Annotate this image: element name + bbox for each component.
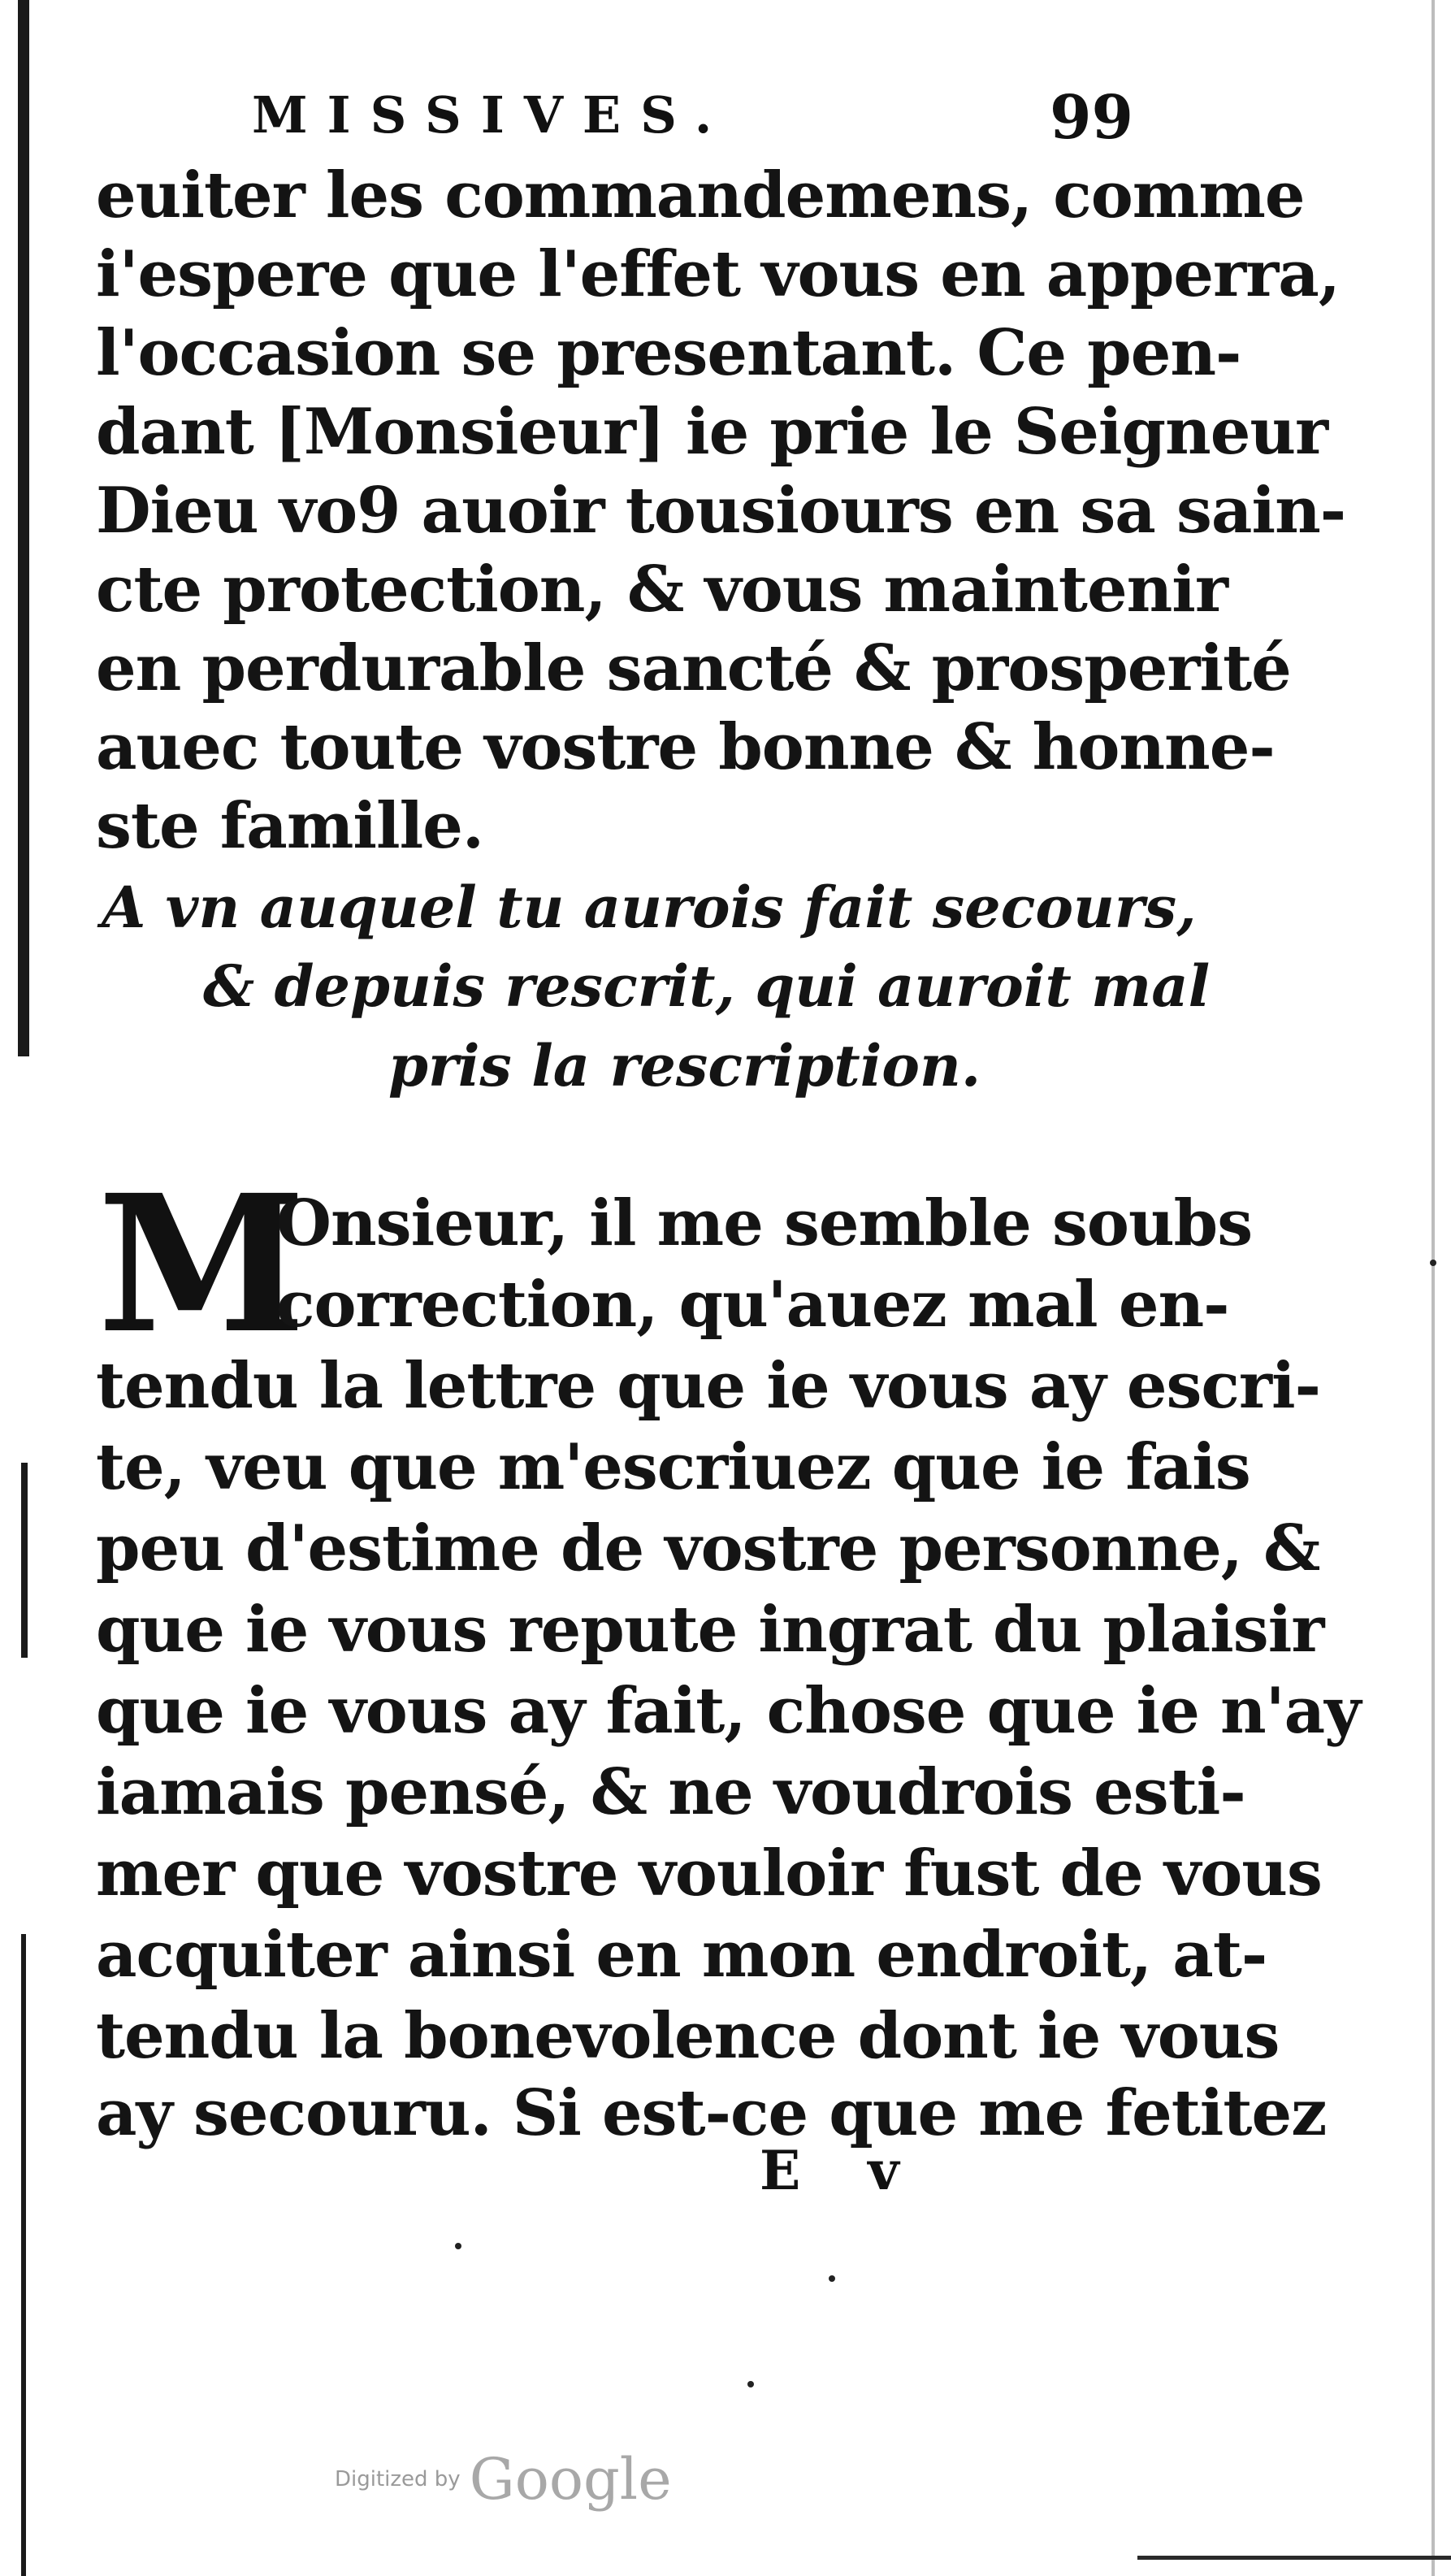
- text-line: tendu la bonevolence dont ie vous: [96, 1999, 1280, 2073]
- scan-bottom-edge: [1137, 2556, 1451, 2560]
- drop-cap: M: [97, 1153, 306, 1375]
- text-line: Onsieur, il me semble soubs: [276, 1186, 1253, 1260]
- text-line: l'occasion se presentant. Ce pen-: [96, 316, 1241, 390]
- scan-edge-line: [1432, 0, 1435, 2576]
- text-line: te, veu que m'escriuez que ie fais: [96, 1430, 1250, 1504]
- letter-heading: pris la rescription.: [388, 1032, 981, 1099]
- page-number: 99: [1050, 83, 1133, 153]
- text-line: i'espere que l'effet vous en apperra,: [96, 237, 1340, 311]
- text-line: acquiter ainsi en mon endroit, at-: [96, 1918, 1267, 1992]
- digitized-watermark: [335, 2446, 672, 2513]
- scan-speck: [829, 2275, 835, 2282]
- letter-heading: & depuis rescrit, qui auroit mal: [203, 952, 1211, 1020]
- signature-mark: E v: [760, 2139, 924, 2202]
- text-line: mer que vostre vouloir fust de vous: [96, 1837, 1322, 1910]
- scan-gutter-shadow: [21, 1934, 26, 2576]
- text-line: en perdurable sancté & prosperité: [96, 631, 1291, 705]
- text-line: auec toute vostre bonne & honne-: [96, 710, 1275, 784]
- text-line: Dieu vo9 auoir tousiours en sa sain-: [96, 474, 1346, 548]
- google-logo-text: Google: [469, 2446, 672, 2513]
- text-line: ste famille.: [96, 789, 484, 863]
- text-line: peu d'estime de vostre personne, &: [96, 1511, 1320, 1585]
- watermark-small-text: Digitized by: [335, 2467, 461, 2491]
- scan-gutter-shadow: [21, 1463, 28, 1658]
- text-line: tendu la lettre que ie vous ay escri-: [96, 1349, 1321, 1423]
- scan-speck: [747, 2381, 754, 2387]
- text-line: que ie vous repute ingrat du plaisir: [96, 1593, 1324, 1667]
- scan-speck: [455, 2243, 461, 2249]
- running-head: MISSIVES.: [252, 85, 732, 145]
- text-line: dant [Monsieur] ie prie le Seigneur: [96, 395, 1328, 469]
- text-line: ay secouru. Si est-ce que me fetitez: [96, 2076, 1327, 2150]
- text-line: cte protection, & vous maintenir: [96, 553, 1228, 627]
- scan-speck: [1430, 1260, 1436, 1266]
- text-line: euiter les commandemens, comme: [96, 158, 1305, 232]
- text-line: que ie vous ay fait, chose que ie n'ay: [96, 1674, 1361, 1748]
- scan-gutter-shadow: [18, 0, 29, 1056]
- letter-heading: A vn auquel tu aurois fait secours,: [102, 874, 1197, 941]
- text-line: correction, qu'auez mal en-: [276, 1268, 1229, 1342]
- text-line: iamais pensé, & ne voudrois esti-: [96, 1755, 1245, 1829]
